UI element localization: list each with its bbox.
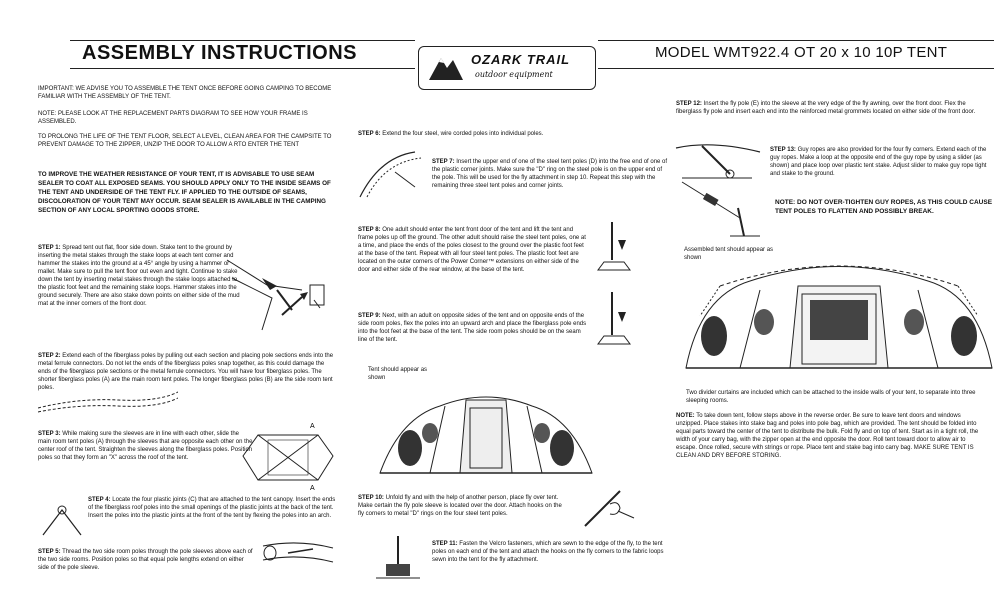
step-7: STEP 7: Insert the upper end of one of the steel tent poles (D) into the free end of one of the plastic corner joints. Make sure the "D" ring on the steel pole is on the upper end of the pole. This will be used for the fly attachment in step 10. Repeat this step with the remaining three steel tent poles and corner joints. (432, 159, 668, 189)
mountain-logo-icon (427, 52, 465, 82)
divider-curtains-note: Two divider curtains are included which can be attached to the inside walls of your tent, to separate into three sleeping rooms. (686, 390, 976, 404)
model-number: MODEL WMT922.4 OT 20 x 10 10P TENT (655, 44, 948, 61)
step-2: STEP 2: Extend each of the fiberglass poles by pulling out each section and placing pole sections ends into the metal ferrule connectors. Do not let the ends of the fiberglass poles snap together, as this could damage the ends of the fiberglass pole sections or the metal ferrule connectors. You will have four fiberglass poles. The shorter fiberglass poles (A) are the main room tent poles. The longer fiberglass poles (B) are the side room tent poles. (38, 353, 334, 391)
side-pole-foot-diagram (594, 290, 636, 352)
important-note: IMPORTANT: WE ADVISE YOU TO ASSEMBLE THE TENT ONCE BEFORE GOING CAMPING TO BECOME FAMILIAR WITH THE ASSEMBLY OF THE TENT. (38, 86, 332, 100)
tent-without-fly-illustration (370, 378, 602, 490)
step-11: STEP 11: Fasten the Velcro fasteners, which are sewn to the edge of the fly, to the tent poles on each end of the tent and attach the hooks on the fly corners to the fabric loops sewn into the tent for the fly attachment. (432, 541, 664, 563)
stake-corner-diagram (222, 250, 337, 345)
step-8: STEP 8: One adult should enter the tent front door of the tent and lift the tent and frame poles up off the ground. The other adult should raise the steel tent poles, one at a time, and place the ends of the poles closest to the ground over the plastic foot feet at the base of the tent. Repeat with all four steel tent poles. The plastic foot feet are located on the outer corners of the Power Corner™ extensions on either side of the door and either side of the rear window, at the base of the tent. (358, 227, 586, 273)
assembled-tent-illustration (680, 256, 998, 384)
header-rule-left (70, 40, 415, 41)
roof-x-diagram (238, 420, 338, 492)
brand-logo (418, 46, 596, 90)
step-10: STEP 10: Unfold fly and with the help of another person, place fly over tent. Make certain the fly pole sleeve is located over the door. Attach hooks on the fly corners to metal "D" rings on the four steel tent poles. (358, 495, 562, 517)
takedown-note: NOTE: To take down tent, follow steps above in the reverse order. Be sure to leave tent doors and windows unzipped. Place stakes into stake bag and poles into pole bag, which are provided. The tent should be folded into equal parts toward the center of the tent to distribute the bulk. Fold fly and on top of tent. Start as in a tight roll, the width of your carry bag, with the zipper open at the end opposite the door. Roll tent toward door to allow air to escape. Once rolled, secure with strings or rope. Place tent and stake bag into carry bag. MAKE SURE TENT IS CLEAN AND DRY BEFORE STORING. (676, 413, 979, 459)
step-1: STEP 1: Spread tent out flat, floor side down. Stake tent to the ground by inserting the metal stakes through the stake loops at each tent corner and hammer the stakes into the ground at a 45° angle by using a hammer or mallet. Make sure to pull the tent floor out even and tight. Continue to stake down the tent by inserting metal stakes through the stake loops attached to the plastic foot feet and the remaining stake loops. Hammer stakes into the ground securely. There are also stake down points on either side of the mud mat at the inner corners of the front door. (38, 245, 240, 307)
header-rule-right (598, 40, 994, 41)
pole-sleeve-diagram (258, 534, 338, 574)
tent-caption: Tent should appear as shown (368, 367, 428, 381)
page-title: ASSEMBLY INSTRUCTIONS (82, 42, 357, 64)
fly-hook-diagram (580, 486, 638, 531)
header-rule-bottom-left (70, 68, 415, 69)
header-rule-bottom-right (598, 68, 994, 69)
brand-name: OZARK TRAIL (471, 52, 571, 67)
foot-feet-diagram (594, 220, 636, 280)
velcro-diagram (372, 536, 424, 582)
label-a-bottom: A (310, 485, 315, 492)
brand-tagline: outdoor equipment (475, 70, 553, 79)
steel-pole-diagram (355, 142, 435, 202)
step-3: STEP 3: While making sure the sleeves are in line with each other, slide the main room tent poles (A) through the sleeves that are opposite each other on the center roof of the tent. Straighten the sleeves along the fiberglass poles. Position poles so that they form an "X" across the roof of the tent. (38, 431, 253, 461)
seam-sealer-note: TO IMPROVE THE WEATHER RESISTANCE OF YOUR TENT, IT IS ADVISABLE TO USE SEAM SEALER TO COAT ALL EXPOSED SEAMS. YOU SHOULD APPLY ONLY TO THE INSIDE SEAMS OF THE TENT AND UNDERSIDE OF THE TENT FLY. IF APPLIED TO THE OUTSIDE OF SEAMS, DISCOLORATION OF YOUR TENT MAY OCCUR. SEAM SEALER IS AVAILABLE IN THE CAMPING SECTION OF ANY LOCAL SPORTING GOODS STORE. (38, 171, 331, 214)
guy-rope-warning: NOTE: DO NOT OVER-TIGHTEN GUY ROPES, AS THIS COULD CAUSE TENT POLES TO FLATTEN AND POSSIBLY BREAK. (775, 199, 993, 215)
fiberglass-poles-diagram (38, 388, 178, 416)
step-4: STEP 4: Locate the four plastic joints (C) that are attached to the tent canopy. Insert the ends of the fiberglass roof poles into the small openings of the plastic joints at the back of the tent. Insert the poles into the plastic joints at the front of the tent by flexing the poles into an arch. (88, 497, 336, 519)
prolong-floor-note: TO PROLONG THE LIFE OF THE TENT FLOOR, SELECT A LEVEL, CLEAN AREA FOR THE CAMPSITE TO PREVENT DAMAGE TO THE ZIPPER, UNZIP THE DOOR TO ALLOW A RTO ENTER THE TENT (38, 134, 332, 148)
label-a-top: A (310, 423, 315, 430)
step-13: STEP 13: Guy ropes are also provided for the four fly corners. Extend each of the guy ropes. Make a loop at the opposite end of the guy rope by using a slider (as shown) and place loop over plastic tent stake. Adjust slider to make guy rope tight and stake to the ground. (770, 147, 987, 177)
step-6: STEP 6: Extend the four steel, wire corded poles into individual poles. (358, 131, 544, 137)
parts-note: NOTE: PLEASE LOOK AT THE REPLACEMENT PARTS DIAGRAM TO SEE HOW YOUR FRAME IS ASSEMBLED. (38, 111, 308, 125)
step-9: STEP 9: Next, with an adult on opposite sides of the tent and on opposite ends of the side room poles, flex the poles into an upward arch and place the fiberglass pole ends into the foot feet at the base of the tent. The side room poles should be on the seam line of the tent. (358, 313, 587, 343)
plastic-joint-diagram (38, 500, 86, 542)
guy-rope-stake-diagram (680, 178, 768, 240)
step-12: STEP 12: Insert the fly pole (E) into the sleeve at the very edge of the fly awning, over the front door. Flex the fiberglass fly pole and insert each end into the reinforced metal grommets located on either side of the front door. (676, 101, 976, 115)
step-5: STEP 5: Thread the two side room poles through the pole sleeves above each of the two side rooms. Position poles so that equal pole lengths extend on either side of the pole sleeve. (38, 549, 253, 571)
assembled-caption: Assembled tent should appear as shown (684, 247, 774, 261)
